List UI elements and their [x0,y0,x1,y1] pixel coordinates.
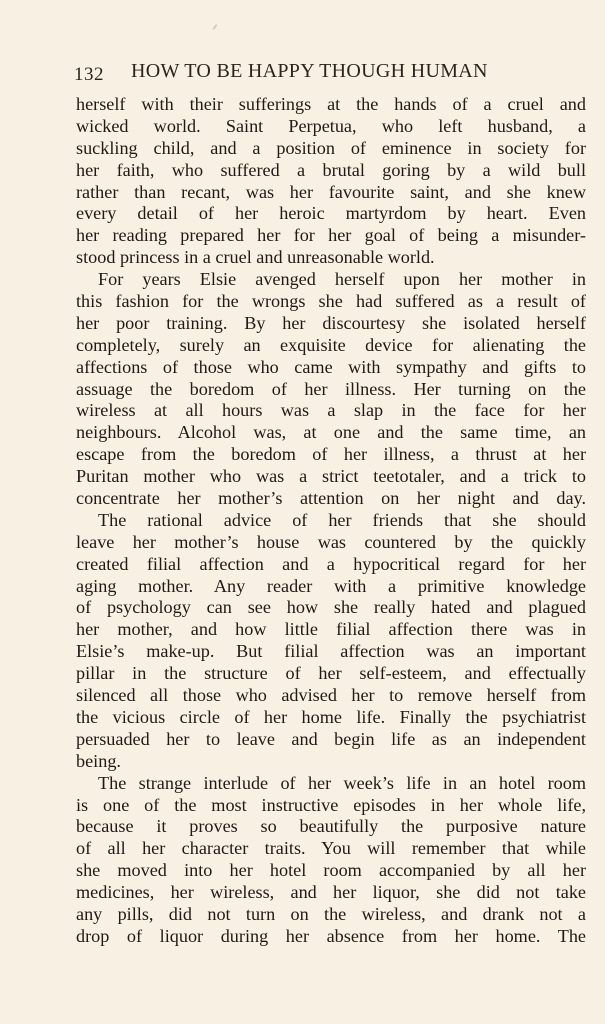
text-line: is one of the most instructive episodes in her whole life, [76,794,586,815]
text-line: wicked world. Saint Perpetua, who left husband, a [76,115,586,136]
text-line: her poor training. By her discourtesy she isolated herself [76,312,586,333]
page-number: 132 [74,64,104,85]
text-line: silenced all those who advised her to remove herself from [76,685,586,706]
paragraph-start-line: The strange interlude of her week’s life in an hotel room [98,772,586,793]
text-line: leave her mother’s house was countered by the quickly [76,531,586,552]
text-line: her mother, and how little filial affection there was in [76,619,586,640]
text-line: completely, surely an exquisite device for alienating the [76,334,586,355]
text-line: any pills, did not turn on the wireless, and drank not a [76,903,586,924]
text-line: being. [76,750,121,771]
text-line: pillar in the structure of her self-esteem, and effectually [76,663,586,684]
text-line: her reading prepared her for her goal of being a misunder- [76,225,586,246]
text-line: this fashion for the wrongs she had suffered as a result of [76,291,586,312]
text-line: drop of liquor during her absence from her home. The [76,925,586,946]
text-line: created filial affection and a hypocritical regard for her [76,553,586,574]
paragraph-start-line: For years Elsie avenged herself upon her mother in [98,269,586,290]
paragraph-start-line: The rational advice of her friends that she should [98,509,586,530]
text-line: her faith, who suffered a brutal goring by a wild bull [76,159,586,180]
text-line: stood princess in a cruel and unreasonable world. [76,247,435,268]
text-line: Elsie’s make-up. But filial affection was an important [76,641,586,662]
text-line: every detail of her heroic martyrdom by heart. Even [76,203,586,224]
text-line: affections of those who came with sympathy and gifts to [76,356,586,377]
text-line: assuage the boredom of her illness. Her turning on the [76,378,586,399]
text-line: she moved into her hotel room accompanied by all her [76,860,586,881]
page-header [74,60,584,88]
text-line: herself with their sufferings at the hands of a cruel and [76,94,586,114]
text-line: the vicious circle of her home life. Finally the psychiatrist [76,706,586,727]
text-line: medicines, her wireless, and her liquor, she did not take [76,882,586,903]
text-line: of all her character traits. You will remember that while [76,838,586,859]
text-line: of psychology can see how she really hated and plagued [76,597,586,618]
text-line: persuaded her to leave and begin life as an independent [76,728,586,749]
text-line: rather than recant, was her favourite saint, and she knew [76,181,586,202]
text-line: escape from the boredom of her illness, a thrust at her [76,444,586,465]
text-line: because it proves so beautifully the purposive nature [76,816,586,837]
running-title: HOW TO BE HAPPY THOUGH HUMAN [131,60,488,82]
text-line: concentrate her mother’s attention on her night and day. [76,488,586,509]
text-line: wireless at all hours was a slap in the face for her [76,400,586,421]
text-line: neighbours. Alcohol was, at one and the same time, an [76,422,586,443]
text-line: suckling child, and a position of eminence in society for [76,137,586,158]
paper-speck [212,24,217,30]
body-text [76,94,586,948]
text-line: aging mother. Any reader with a primitive knowledge [76,575,586,596]
text-line: Puritan mother who was a strict teetotaler, and a trick to [76,466,586,487]
